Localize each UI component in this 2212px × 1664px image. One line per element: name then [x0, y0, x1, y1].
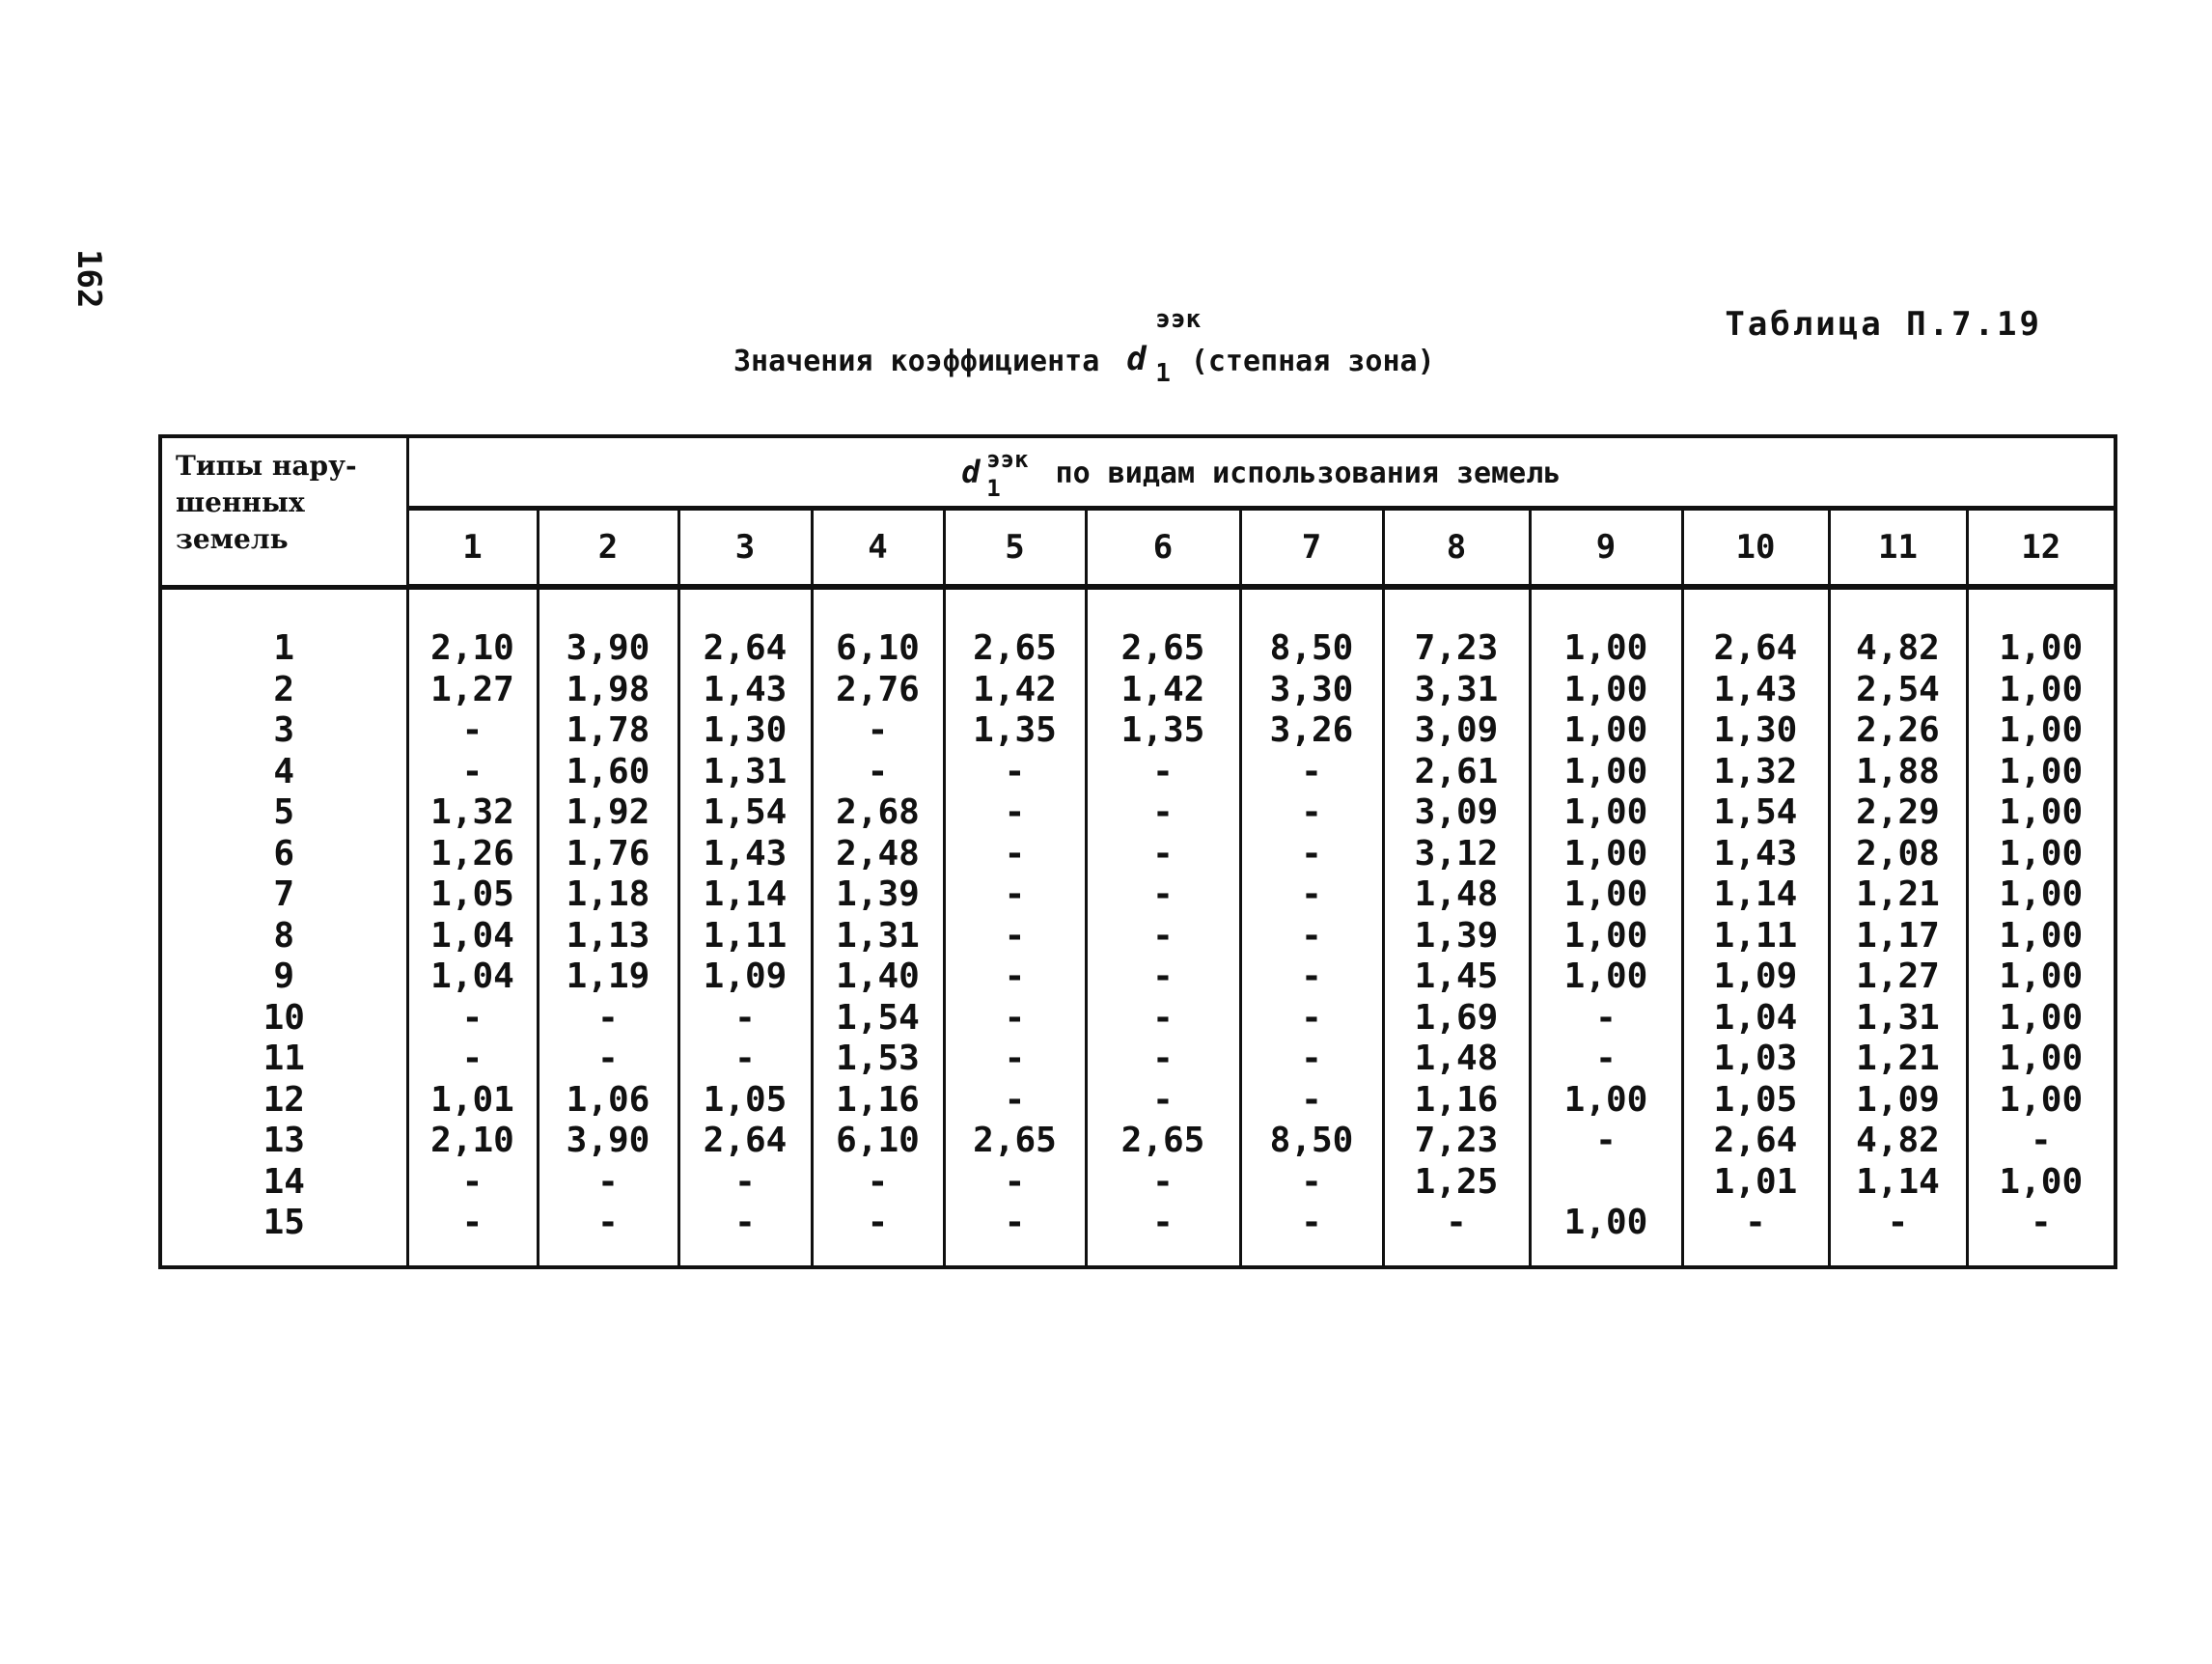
table-cell: 1,00 [1563, 957, 1648, 996]
table-cell: 1,05 [430, 874, 514, 914]
table-cell: - [1004, 997, 1026, 1038]
table-cell: 1,26 [430, 833, 514, 874]
spacer-cell [678, 1244, 812, 1267]
table-cell: - [461, 751, 484, 791]
table-cell: - [867, 1161, 889, 1202]
table-cell: 2,29 [1856, 792, 1940, 832]
table-cell: - [461, 1039, 484, 1078]
value-column-5 [944, 628, 1086, 1244]
table-cell: 7,23 [1414, 628, 1499, 668]
table-cell: - [597, 997, 619, 1038]
table-cell: 1,31 [836, 915, 920, 956]
table-cell: 2,76 [836, 669, 920, 709]
table-cell: 1,00 [1563, 710, 1648, 750]
spacer-cell [812, 587, 944, 628]
table-cell: 1,27 [430, 669, 514, 709]
table-cell: - [2030, 1203, 2052, 1242]
spacer-cell [678, 587, 812, 628]
spacer-row [160, 587, 2115, 628]
table-cell: 1,25 [1414, 1161, 1499, 1202]
table-cell: 1,32 [430, 792, 514, 832]
header-span-text: по видам использования земель [1055, 457, 1562, 490]
column-header: 8 [1383, 509, 1530, 588]
coefficient-table [158, 434, 2117, 1269]
table-cell: 1,18 [566, 874, 650, 914]
table-cell: - [1004, 833, 1026, 874]
row-type-label: 15 [263, 1203, 305, 1242]
table-cell: 1,53 [836, 1039, 920, 1078]
table-cell: - [1301, 915, 1322, 956]
row-type-label: 12 [263, 1079, 305, 1120]
header-symbol-subscript: 1 [986, 475, 1001, 502]
table-cell: - [1152, 751, 1174, 791]
table-cell: 1,11 [1713, 915, 1798, 956]
table-cell: 3,90 [566, 1121, 650, 1160]
table-cell: 1,60 [566, 751, 650, 791]
row-type-label: 14 [263, 1161, 305, 1202]
row-type-label: 7 [273, 874, 295, 914]
table-cell: 1,00 [1563, 833, 1648, 874]
table-cell: 1,42 [1120, 669, 1205, 709]
table-cell: 1,43 [1713, 833, 1798, 874]
table-cell: 2,64 [1713, 628, 1798, 668]
table-cell: - [1745, 1203, 1766, 1242]
table-cell: 1,00 [1563, 915, 1648, 956]
table-cell: 1,03 [1713, 1039, 1798, 1078]
table-cell: 1,01 [430, 1079, 514, 1120]
column-header: 11 [1829, 509, 1967, 588]
corner-line: Типы нару- [176, 450, 357, 482]
table-cell: 3,09 [1414, 710, 1499, 750]
bottom-pad-row [160, 1244, 2115, 1267]
table-cell: - [1004, 1161, 1026, 1202]
table-cell: 1,00 [1999, 710, 2084, 750]
column-header: 4 [812, 509, 944, 588]
table-cell: - [734, 1203, 756, 1242]
coefficient-subscript: 1 [1155, 359, 1171, 388]
table-cell: 1,54 [1713, 792, 1798, 832]
table-cell: - [1301, 1203, 1322, 1242]
row-type-label: 8 [273, 915, 295, 956]
table-cell: - [1301, 751, 1322, 791]
header-symbol [961, 446, 1029, 502]
table-cell: - [867, 1203, 889, 1242]
table-cell: 1,00 [1563, 792, 1648, 832]
table-cell: 1,40 [836, 957, 920, 996]
table-cell: - [1152, 997, 1174, 1038]
value-column-11 [1829, 628, 1967, 1244]
row-type-label: 9 [273, 957, 295, 996]
table-cell: 3,09 [1414, 792, 1499, 832]
table-cell: 1,45 [1414, 957, 1499, 996]
column-header-row [160, 509, 2115, 588]
table-cell: 1,00 [1999, 628, 2084, 668]
land-use-header [407, 436, 2115, 509]
table-cell: 1,39 [836, 874, 920, 914]
table-cell: 1,00 [1563, 874, 1648, 914]
table-cell: 2,10 [430, 1121, 514, 1160]
row-type-label: 13 [263, 1121, 305, 1160]
row-type-label: 1 [273, 628, 295, 668]
table-cell: - [734, 1039, 756, 1078]
table-cell: 1,00 [1563, 669, 1648, 709]
table-cell: - [597, 1161, 619, 1202]
table-cell: - [1301, 1079, 1322, 1120]
table-cell: 2,68 [836, 792, 920, 832]
spacer-cell [944, 587, 1086, 628]
table-cell: - [1152, 1079, 1174, 1120]
table-cell: 2,54 [1856, 669, 1940, 709]
table-cell: 7,23 [1414, 1121, 1499, 1160]
table-cell: - [1887, 1203, 1909, 1242]
table-cell: - [1004, 1039, 1026, 1078]
table-label: Таблица П.7.19 [1725, 305, 2042, 344]
table-cell: - [1004, 874, 1026, 914]
value-column-10 [1682, 628, 1829, 1244]
value-column-9 [1530, 628, 1682, 1244]
table-cell: 1,30 [1713, 710, 1798, 750]
table-cell: 6,10 [836, 628, 920, 668]
table-cell: 1,00 [1999, 915, 2084, 956]
table-cell: - [1446, 1203, 1467, 1242]
table-cell: - [1004, 957, 1026, 996]
table-cell: 1,88 [1856, 751, 1940, 791]
table-cell: 1,09 [703, 957, 788, 996]
table-cell: 1,13 [566, 915, 650, 956]
table-cell: 1,43 [703, 669, 788, 709]
table-cell: - [461, 1203, 484, 1242]
table-cell: 1,00 [1999, 957, 2084, 996]
row-type-label: 4 [273, 751, 295, 791]
table-cell: - [734, 997, 756, 1038]
header-symbol-letter: d [961, 454, 981, 490]
spacer-cell [1086, 1244, 1240, 1267]
table-cell: 1,43 [703, 833, 788, 874]
table-cell: 1,00 [1999, 1039, 2084, 1078]
table-cell: 4,82 [1856, 1121, 1940, 1160]
table-cell: 1,54 [836, 997, 920, 1038]
table-cell: - [1595, 1121, 1617, 1160]
table-cell: 1,42 [973, 669, 1057, 709]
table-cell: 1,00 [1999, 1079, 2084, 1120]
table-cell: - [1004, 792, 1026, 832]
table-cell: 1,27 [1856, 957, 1940, 996]
row-type-label: 2 [273, 669, 295, 709]
table-cell: - [1301, 957, 1322, 996]
caption-prefix: Значения коэффициента [733, 345, 1100, 378]
table-cell: 2,65 [1120, 628, 1205, 668]
row-type-label: 11 [263, 1039, 305, 1078]
table-cell: 2,65 [1120, 1121, 1205, 1160]
table-cell: - [1152, 1203, 1174, 1242]
table-cell: 1,92 [566, 792, 650, 832]
table-cell: 1,04 [430, 915, 514, 956]
column-header: 12 [1967, 509, 2115, 588]
table-cell: 1,35 [973, 710, 1057, 750]
row-type-label: 6 [273, 833, 295, 874]
table-cell: 3,26 [1269, 710, 1354, 750]
column-header: 6 [1086, 509, 1240, 588]
table-cell: - [1152, 792, 1174, 832]
table-cell: 3,30 [1269, 669, 1354, 709]
table-cell: 1,31 [1856, 997, 1940, 1038]
table-cell: 1,19 [566, 957, 650, 996]
spacer-cell [407, 587, 538, 628]
table-cell: - [1152, 957, 1174, 996]
table-cell: 1,09 [1713, 957, 1798, 996]
corner-line: шенных [176, 486, 305, 518]
table-cell: 1,78 [566, 710, 650, 750]
table-cell: 1,00 [1563, 751, 1648, 791]
table-cell: - [1152, 915, 1174, 956]
value-column-12 [1967, 628, 2115, 1244]
spacer-cell [1383, 1244, 1530, 1267]
column-header: 5 [944, 509, 1086, 588]
spacer-cell [538, 1244, 678, 1267]
table-cell: 2,08 [1856, 833, 1940, 874]
table-cell: - [1152, 833, 1174, 874]
table-cell: - [1301, 833, 1322, 874]
table-cell: 1,21 [1856, 874, 1940, 914]
column-header: 1 [407, 509, 538, 588]
table-cell: 1,01 [1713, 1161, 1798, 1202]
coefficient-symbol [1126, 305, 1202, 388]
spacer-cell [1530, 587, 1682, 628]
spacer-cell [407, 1244, 538, 1267]
table-cell: 3,12 [1414, 833, 1499, 874]
table-cell: 1,00 [1999, 669, 2084, 709]
table-cell: 1,54 [703, 792, 788, 832]
table-cell: 1,98 [566, 669, 650, 709]
table-cell: 2,61 [1414, 751, 1499, 791]
table-cell: 1,48 [1414, 1039, 1499, 1078]
table-cell: 1,16 [1414, 1079, 1499, 1120]
spacer-cell [1530, 1244, 1682, 1267]
table-cell: 2,10 [430, 628, 514, 668]
spacer-cell [1829, 1244, 1967, 1267]
table-cell: 1,00 [1563, 1079, 1648, 1120]
table-cell: 1,35 [1120, 710, 1205, 750]
spacer-cell [1967, 1244, 2115, 1267]
table-cell: 1,30 [703, 710, 788, 750]
table-cell: - [1301, 1039, 1322, 1078]
column-header: 9 [1530, 509, 1682, 588]
coefficient-superscript: ээк [1155, 305, 1202, 334]
table-cell: 3,90 [566, 628, 650, 668]
table-cell: 8,50 [1269, 628, 1354, 668]
table-cell: - [1004, 751, 1026, 791]
spacer-cell [1682, 1244, 1829, 1267]
table-cell: - [1152, 874, 1174, 914]
corner-line: земель [176, 523, 289, 555]
table-cell: 1,00 [1999, 997, 2084, 1038]
page-number: 162 [69, 249, 108, 309]
spacer-cell [160, 1244, 407, 1267]
table-cell: 1,16 [836, 1079, 920, 1120]
corner-header [160, 436, 407, 587]
table-cell: 1,32 [1713, 751, 1798, 791]
table-cell: 1,00 [1999, 1161, 2084, 1202]
table-caption [733, 305, 1435, 388]
table-cell: 1,00 [1563, 1203, 1648, 1242]
table-cell: - [597, 1039, 619, 1078]
table-cell: 1,05 [1713, 1079, 1798, 1120]
table-cell: 3,31 [1414, 669, 1499, 709]
table-cell: - [1595, 997, 1617, 1038]
table-cell: 1,31 [703, 751, 788, 791]
header-symbol-superscript: ээк [986, 446, 1029, 473]
column-header: 10 [1682, 509, 1829, 588]
table-cell: 1,06 [566, 1079, 650, 1120]
spacer-cell [944, 1244, 1086, 1267]
caption-suffix: (степная зона) [1190, 345, 1435, 378]
table-cell: - [734, 1161, 756, 1202]
value-column-7 [1240, 628, 1383, 1244]
value-column-3 [678, 628, 812, 1244]
table-cell: 2,65 [973, 1121, 1057, 1160]
table-cell: 1,09 [1856, 1079, 1940, 1120]
table-cell: - [1152, 1039, 1174, 1078]
spacer-cell [538, 587, 678, 628]
table-cell: 1,17 [1856, 915, 1940, 956]
table-cell: - [1301, 1161, 1322, 1202]
table-cell: 1,00 [1999, 833, 2084, 874]
spacer-cell [1967, 587, 2115, 628]
table-cell: - [867, 751, 889, 791]
spacer-cell [1383, 587, 1530, 628]
table-cell: 1,00 [1999, 874, 2084, 914]
table-cell: 1,14 [1713, 874, 1798, 914]
table-cell: 1,00 [1999, 751, 2084, 791]
table-cell: 1,05 [703, 1079, 788, 1120]
table-cell: 6,10 [836, 1121, 920, 1160]
coefficient-letter: d [1126, 340, 1147, 378]
table-cell: - [1152, 1161, 1174, 1202]
table-cell: 2,64 [703, 1121, 788, 1160]
value-column-1 [407, 628, 538, 1244]
table-cell: 1,14 [1856, 1161, 1940, 1202]
table-cell: - [1004, 915, 1026, 956]
value-column-6 [1086, 628, 1240, 1244]
table-cell: - [1595, 1039, 1617, 1078]
value-column-8 [1383, 628, 1530, 1244]
table-cell: - [1004, 1203, 1026, 1242]
table-cell: - [597, 1203, 619, 1242]
table-cell: 1,76 [566, 833, 650, 874]
table-cell: - [867, 710, 889, 750]
table-cell: 8,50 [1269, 1121, 1354, 1160]
column-header: 3 [678, 509, 812, 588]
row-type-label: 10 [263, 997, 305, 1038]
table-cell: 1,04 [430, 957, 514, 996]
table-cell: 2,48 [836, 833, 920, 874]
table-cell: 1,00 [1563, 628, 1648, 668]
table-cell: 2,64 [1713, 1121, 1798, 1160]
table-cell: - [1301, 997, 1322, 1038]
table-cell: - [1301, 874, 1322, 914]
column-header: 2 [538, 509, 678, 588]
spacer-cell [160, 587, 407, 628]
table-cell: - [461, 710, 484, 750]
value-column-2 [538, 628, 678, 1244]
table-cell: 1,04 [1713, 997, 1798, 1038]
table-cell: 1,00 [1999, 792, 2084, 832]
table-cell: 1,21 [1856, 1039, 1940, 1078]
table-cell: 2,65 [973, 628, 1057, 668]
table-cell: - [2030, 1121, 2052, 1160]
table-cell: - [1301, 792, 1322, 832]
table-cell: 1,48 [1414, 874, 1499, 914]
table-cell: 1,14 [703, 874, 788, 914]
table-cell: - [461, 1161, 484, 1202]
table-cell: 1,39 [1414, 915, 1499, 956]
table-cell: - [1004, 1079, 1026, 1120]
table-cell: 4,82 [1856, 628, 1940, 668]
spacer-cell [1086, 587, 1240, 628]
column-header: 7 [1240, 509, 1383, 588]
spacer-cell [1240, 587, 1383, 628]
table-cell: 1,11 [703, 915, 788, 956]
row-type-label: 3 [273, 710, 295, 750]
table-cell: 2,26 [1856, 710, 1940, 750]
table-cell: 1,69 [1414, 997, 1499, 1038]
row-type-label: 5 [273, 792, 295, 832]
row-type-column [160, 628, 407, 1244]
spacer-cell [812, 1244, 944, 1267]
spacer-cell [1829, 587, 1967, 628]
table-cell: 2,64 [703, 628, 788, 668]
table-cell: 1,43 [1713, 669, 1798, 709]
spacer-cell [1682, 587, 1829, 628]
table-cell: - [461, 997, 484, 1038]
spacer-cell [1240, 1244, 1383, 1267]
table-cell [1532, 1162, 1681, 1204]
data-body [160, 628, 2115, 1244]
value-column-4 [812, 628, 944, 1244]
